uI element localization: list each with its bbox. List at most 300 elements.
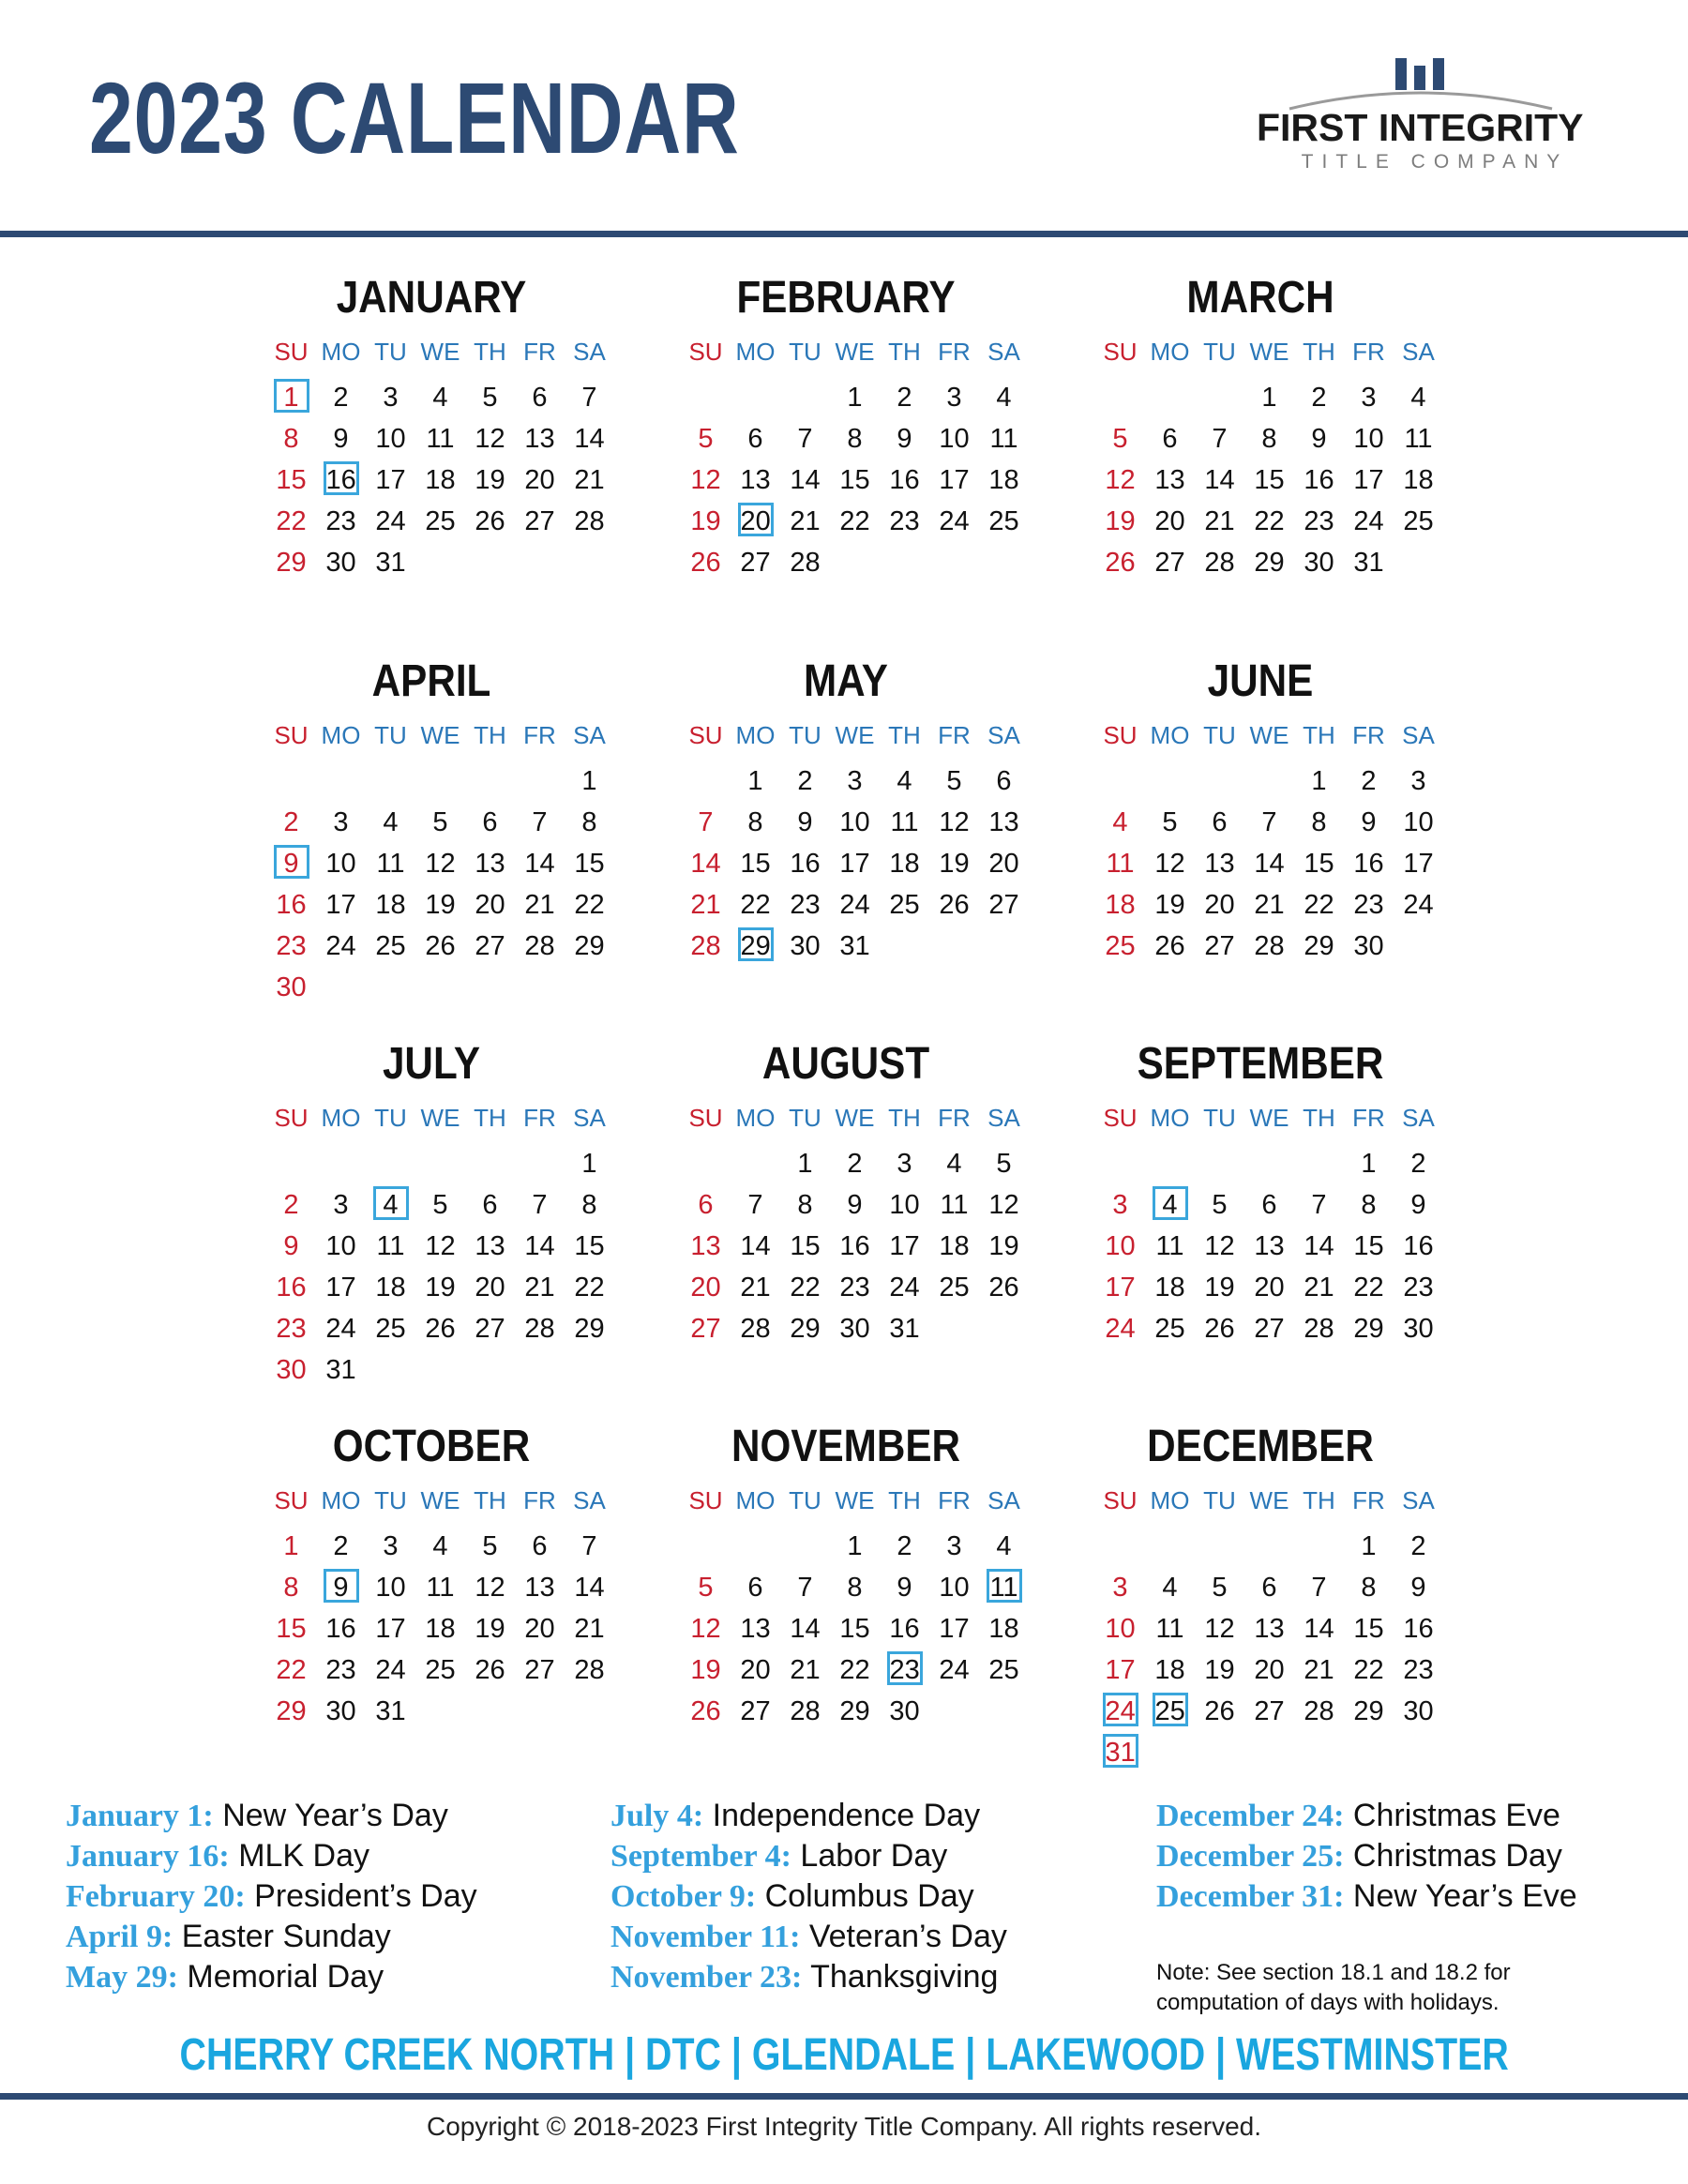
- day-cell: [880, 1610, 929, 1651]
- day-cell: [681, 1610, 731, 1651]
- day-cell: [1095, 461, 1145, 503]
- day-cell: [565, 845, 614, 886]
- weekday-header: SU: [688, 1104, 723, 1132]
- day-number: 23: [1304, 506, 1334, 536]
- weekday-header: WE: [420, 1104, 460, 1132]
- day-cell: [880, 1145, 929, 1186]
- day-number: 23: [276, 931, 307, 961]
- day-cell: [515, 1610, 565, 1651]
- day-number: 24: [939, 1655, 970, 1685]
- day-number: 25: [988, 506, 1019, 536]
- day-number: 5: [1162, 807, 1178, 837]
- weekday-header: WE: [835, 1486, 875, 1514]
- holiday-entry: [1156, 1876, 1577, 1917]
- day-number: 26: [425, 1314, 456, 1344]
- weekday-header: TH: [1303, 1486, 1335, 1514]
- weekday-header: MO: [735, 338, 776, 366]
- day-cell: [1195, 1651, 1244, 1693]
- month-day-grid: [681, 1486, 1043, 1734]
- holiday-date: May 29:: [66, 1960, 178, 1995]
- day-number: 24: [1353, 506, 1384, 536]
- day-cell: [1394, 1693, 1443, 1734]
- empty-day-cell: [366, 1145, 415, 1186]
- day-number: 8: [1311, 807, 1327, 837]
- day-number: 24: [325, 931, 356, 961]
- day-cell: [465, 845, 515, 886]
- day-cell: [316, 503, 366, 544]
- day-cell: [830, 804, 880, 845]
- day-number: 4: [1162, 1573, 1178, 1603]
- day-cell: [1195, 544, 1244, 585]
- weekday-header: TH: [888, 1104, 921, 1132]
- company-logo: [1247, 54, 1594, 176]
- day-number: 2: [897, 383, 912, 413]
- day-cell: [731, 1310, 780, 1351]
- weekday-header: TU: [374, 1486, 407, 1514]
- day-number: 1: [581, 766, 597, 796]
- day-number: 2: [1410, 1149, 1426, 1179]
- day-number: 27: [1204, 931, 1235, 961]
- day-cell: [515, 804, 565, 845]
- day-cell: [316, 1228, 366, 1269]
- day-number: 11: [987, 1569, 1022, 1603]
- day-cell: [780, 804, 830, 845]
- empty-day-cell: [316, 762, 366, 804]
- day-cell: [830, 1610, 880, 1651]
- day-number: 12: [939, 807, 970, 837]
- day-number: 25: [889, 890, 920, 920]
- day-number: 17: [939, 465, 970, 495]
- day-number: 11: [376, 1231, 405, 1261]
- holiday-date: July 4:: [610, 1799, 704, 1833]
- day-cell: [1195, 927, 1244, 969]
- empty-day-cell: [1145, 379, 1195, 420]
- day-cell: [266, 804, 316, 845]
- day-number: 12: [1204, 1614, 1235, 1644]
- day-number: 13: [1154, 465, 1185, 495]
- day-number: 23: [325, 506, 356, 536]
- day-number: 14: [524, 849, 555, 879]
- day-cell: [565, 1528, 614, 1569]
- day-number: 30: [790, 931, 821, 961]
- day-number: 3: [1112, 1573, 1128, 1603]
- day-cell: [780, 886, 830, 927]
- day-number: 27: [740, 1696, 771, 1726]
- month-day-grid: [681, 338, 1043, 585]
- day-cell: [731, 845, 780, 886]
- empty-day-cell: [1195, 1145, 1244, 1186]
- day-cell: [1095, 1186, 1145, 1228]
- day-number: 22: [790, 1273, 821, 1303]
- day-number: 1: [581, 1149, 597, 1179]
- day-number: 26: [425, 931, 456, 961]
- day-cell: [780, 1269, 830, 1310]
- day-cell: [681, 1186, 731, 1228]
- day-cell: [316, 927, 366, 969]
- day-number: 13: [524, 424, 555, 454]
- month-february: [649, 270, 1043, 585]
- day-cell: [1394, 762, 1443, 804]
- day-number: 25: [375, 1314, 406, 1344]
- day-number: 14: [524, 1231, 555, 1261]
- month-day-grid: [681, 1104, 1043, 1351]
- day-cell: [1145, 503, 1195, 544]
- day-number: 28: [1204, 548, 1235, 578]
- day-cell: [1344, 1569, 1394, 1610]
- day-cell: [515, 1310, 565, 1351]
- month-name: AUGUST: [761, 1039, 930, 1089]
- day-number: 2: [797, 766, 813, 796]
- day-cell: [880, 1186, 929, 1228]
- day-cell: [1344, 1145, 1394, 1186]
- day-number: 7: [797, 424, 813, 454]
- day-number: 20: [524, 465, 555, 495]
- day-number: 12: [1154, 849, 1185, 879]
- month-day-grid: [1095, 338, 1457, 585]
- empty-day-cell: [415, 762, 465, 804]
- day-number: 23: [1403, 1273, 1434, 1303]
- day-number: 26: [690, 548, 721, 578]
- day-cell: [681, 544, 731, 585]
- day-number: 18: [988, 465, 1019, 495]
- day-number: 31: [1103, 1734, 1138, 1768]
- day-number: 14: [740, 1231, 771, 1261]
- day-cell: [316, 845, 366, 886]
- day-number: 21: [574, 1614, 605, 1644]
- day-cell: [1095, 1228, 1145, 1269]
- day-number: 3: [946, 383, 962, 413]
- day-number: 4: [373, 1186, 409, 1220]
- day-cell: [1294, 503, 1344, 544]
- month-name: SEPTEMBER: [1137, 1039, 1384, 1089]
- day-number: 21: [524, 890, 555, 920]
- day-number: 12: [690, 465, 721, 495]
- weekday-header: SU: [1103, 1104, 1138, 1132]
- holiday-day-cell: [1145, 1693, 1195, 1734]
- holiday-day-cell: [366, 1186, 415, 1228]
- empty-day-cell: [1145, 1528, 1195, 1569]
- day-cell: [316, 1528, 366, 1569]
- holiday-name: Memorial Day: [187, 1959, 384, 1995]
- day-number: 25: [1153, 1693, 1188, 1726]
- day-cell: [681, 1228, 731, 1269]
- day-cell: [366, 1569, 415, 1610]
- day-cell: [830, 1145, 880, 1186]
- day-number: 6: [996, 766, 1012, 796]
- day-number: 21: [1204, 506, 1235, 536]
- month-name: JULY: [382, 1039, 481, 1089]
- day-number: 24: [1403, 890, 1434, 920]
- month-december: [1063, 1419, 1457, 1775]
- day-number: 23: [1353, 890, 1384, 920]
- day-number: 5: [482, 1531, 498, 1561]
- day-cell: [366, 1269, 415, 1310]
- holiday-day-cell: [316, 1569, 366, 1610]
- day-number: 19: [988, 1231, 1019, 1261]
- day-cell: [1145, 420, 1195, 461]
- weekday-header: SA: [573, 721, 606, 749]
- day-number: 5: [1112, 424, 1128, 454]
- day-number: 6: [482, 807, 498, 837]
- day-number: 22: [740, 890, 771, 920]
- day-cell: [1195, 1610, 1244, 1651]
- day-number: 8: [797, 1190, 813, 1220]
- day-number: 2: [283, 807, 299, 837]
- day-number: 14: [1204, 465, 1235, 495]
- weekday-header: TH: [888, 338, 921, 366]
- day-cell: [316, 544, 366, 585]
- day-number: 21: [790, 1655, 821, 1685]
- empty-day-cell: [515, 762, 565, 804]
- day-number: 20: [690, 1273, 721, 1303]
- day-number: 5: [1212, 1573, 1228, 1603]
- day-number: 3: [897, 1149, 912, 1179]
- day-number: 19: [1154, 890, 1185, 920]
- day-number: 20: [988, 849, 1019, 879]
- day-cell: [465, 1569, 515, 1610]
- holiday-name: Christmas Eve: [1352, 1798, 1560, 1833]
- day-cell: [1344, 927, 1394, 969]
- day-number: 21: [524, 1273, 555, 1303]
- day-cell: [1095, 503, 1145, 544]
- day-cell: [316, 886, 366, 927]
- day-cell: [830, 1186, 880, 1228]
- day-number: 23: [1403, 1655, 1434, 1685]
- day-cell: [366, 1310, 415, 1351]
- day-cell: [830, 1528, 880, 1569]
- holiday-name: New Year’s Day: [222, 1798, 448, 1833]
- day-number: 13: [524, 1573, 555, 1603]
- holiday-day-cell: [731, 503, 780, 544]
- month-day-grid: [266, 721, 628, 1010]
- day-number: 9: [283, 1231, 299, 1261]
- day-number: 11: [1106, 849, 1135, 879]
- day-cell: [830, 420, 880, 461]
- day-cell: [929, 420, 979, 461]
- day-cell: [880, 420, 929, 461]
- empty-day-cell: [780, 1528, 830, 1569]
- day-number: 18: [425, 1614, 456, 1644]
- day-cell: [929, 886, 979, 927]
- empty-day-cell: [1244, 762, 1294, 804]
- day-number: 29: [790, 1314, 821, 1344]
- day-number: 15: [574, 1231, 605, 1261]
- empty-day-cell: [681, 379, 731, 420]
- month-name: OCTOBER: [332, 1422, 531, 1471]
- day-cell: [515, 503, 565, 544]
- holiday-entry: [610, 1917, 1007, 1957]
- day-number: 13: [740, 465, 771, 495]
- day-cell: [880, 762, 929, 804]
- day-number: 17: [939, 1614, 970, 1644]
- weekday-header: TH: [1303, 1104, 1335, 1132]
- day-cell: [1095, 544, 1145, 585]
- weekday-header: TU: [1203, 338, 1236, 366]
- day-cell: [1394, 804, 1443, 845]
- day-cell: [979, 1145, 1029, 1186]
- day-number: 11: [426, 424, 455, 454]
- day-cell: [1344, 1310, 1394, 1351]
- day-cell: [1394, 1610, 1443, 1651]
- holiday-date: December 31:: [1156, 1879, 1345, 1914]
- day-cell: [880, 1528, 929, 1569]
- month-name: JUNE: [1207, 656, 1314, 706]
- day-cell: [780, 927, 830, 969]
- day-cell: [1195, 804, 1244, 845]
- weekday-header: SA: [987, 338, 1020, 366]
- day-number: 4: [996, 1531, 1012, 1561]
- day-cell: [681, 804, 731, 845]
- day-number: 15: [740, 849, 771, 879]
- day-number: 26: [939, 890, 970, 920]
- day-number: 19: [690, 1655, 721, 1685]
- day-number: 30: [839, 1314, 870, 1344]
- weekday-header: MO: [321, 338, 361, 366]
- holiday-name: President’s Day: [254, 1878, 477, 1914]
- day-cell: [565, 503, 614, 544]
- day-cell: [316, 420, 366, 461]
- day-cell: [415, 1569, 465, 1610]
- day-cell: [780, 420, 830, 461]
- day-number: 16: [1403, 1231, 1434, 1261]
- day-number: 1: [747, 766, 763, 796]
- day-cell: [515, 1186, 565, 1228]
- day-cell: [681, 1269, 731, 1310]
- day-cell: [830, 379, 880, 420]
- day-cell: [1244, 503, 1294, 544]
- weekday-header: TU: [1203, 1104, 1236, 1132]
- day-number: 22: [574, 1273, 605, 1303]
- day-number: 22: [276, 506, 307, 536]
- day-cell: [565, 379, 614, 420]
- day-number: 27: [690, 1314, 721, 1344]
- day-number: 10: [1353, 424, 1384, 454]
- day-number: 2: [897, 1531, 912, 1561]
- day-cell: [415, 845, 465, 886]
- day-number: 11: [1155, 1231, 1184, 1261]
- day-cell: [1394, 1145, 1443, 1186]
- weekday-header: MO: [735, 721, 776, 749]
- day-number: 10: [1403, 807, 1434, 837]
- day-number: 25: [425, 1655, 456, 1685]
- holiday-date: January 1:: [66, 1799, 214, 1833]
- month-october: [234, 1419, 628, 1734]
- weekday-header: FR: [1352, 338, 1385, 366]
- day-number: 20: [524, 1614, 555, 1644]
- day-cell: [880, 1569, 929, 1610]
- day-cell: [1195, 1228, 1244, 1269]
- day-cell: [1195, 1186, 1244, 1228]
- day-cell: [979, 503, 1029, 544]
- day-number: 25: [425, 506, 456, 536]
- day-number: 31: [375, 1696, 406, 1726]
- day-cell: [979, 762, 1029, 804]
- day-number: 11: [1155, 1614, 1184, 1644]
- day-cell: [415, 1228, 465, 1269]
- day-cell: [366, 1651, 415, 1693]
- holiday-name: Independence Day: [712, 1798, 981, 1833]
- day-number: 13: [475, 1231, 505, 1261]
- day-cell: [1294, 1610, 1344, 1651]
- month-name: DECEMBER: [1147, 1422, 1374, 1471]
- day-cell: [1294, 845, 1344, 886]
- holiday-name: Labor Day: [800, 1838, 948, 1874]
- weekday-header: SU: [1103, 721, 1138, 749]
- day-number: 17: [375, 465, 406, 495]
- day-cell: [1244, 1651, 1294, 1693]
- weekday-header: TU: [374, 338, 407, 366]
- day-cell: [1095, 1610, 1145, 1651]
- day-number: 21: [790, 506, 821, 536]
- day-number: 24: [1105, 1314, 1136, 1344]
- day-cell: [1294, 1186, 1344, 1228]
- day-cell: [880, 503, 929, 544]
- day-number: 3: [383, 383, 399, 413]
- day-number: 8: [581, 1190, 597, 1220]
- weekday-header: SA: [1402, 721, 1435, 749]
- weekday-header: SU: [1103, 1486, 1138, 1514]
- day-cell: [681, 1310, 731, 1351]
- day-number: 20: [740, 1655, 771, 1685]
- day-cell: [1195, 1569, 1244, 1610]
- weekday-header: MO: [1150, 338, 1190, 366]
- logo-subtitle: TITLE COMPANY: [1301, 151, 1569, 173]
- weekday-header: MO: [321, 721, 361, 749]
- weekday-header: SA: [573, 338, 606, 366]
- day-cell: [929, 1269, 979, 1310]
- day-cell: [731, 1651, 780, 1693]
- day-cell: [565, 1569, 614, 1610]
- day-cell: [681, 1693, 731, 1734]
- day-cell: [1244, 927, 1294, 969]
- day-number: 23: [790, 890, 821, 920]
- day-number: 21: [1304, 1655, 1334, 1685]
- day-number: 13: [1204, 849, 1235, 879]
- day-number: 21: [740, 1273, 771, 1303]
- holiday-name: Columbus Day: [764, 1878, 974, 1914]
- day-number: 5: [432, 807, 448, 837]
- day-cell: [1344, 804, 1394, 845]
- day-cell: [316, 1269, 366, 1310]
- day-number: 8: [283, 1573, 299, 1603]
- day-number: 22: [1304, 890, 1334, 920]
- day-cell: [565, 1269, 614, 1310]
- day-number: 23: [887, 1651, 923, 1685]
- day-cell: [1344, 1186, 1394, 1228]
- day-number: 13: [475, 849, 505, 879]
- day-cell: [731, 1693, 780, 1734]
- holiday-day-cell: [1095, 1693, 1145, 1734]
- day-cell: [1145, 544, 1195, 585]
- day-number: 30: [1403, 1696, 1434, 1726]
- day-cell: [830, 886, 880, 927]
- day-cell: [415, 886, 465, 927]
- day-cell: [266, 420, 316, 461]
- empty-day-cell: [780, 379, 830, 420]
- day-cell: [1294, 927, 1344, 969]
- day-number: 5: [946, 766, 962, 796]
- day-number: 16: [324, 461, 359, 495]
- day-cell: [1095, 886, 1145, 927]
- day-cell: [415, 1610, 465, 1651]
- holiday-day-cell: [1095, 1734, 1145, 1775]
- holiday-column-3: [1156, 1796, 1577, 1917]
- day-number: 3: [333, 1190, 349, 1220]
- day-cell: [929, 503, 979, 544]
- day-cell: [465, 1310, 515, 1351]
- day-cell: [731, 1269, 780, 1310]
- day-number: 29: [738, 927, 774, 961]
